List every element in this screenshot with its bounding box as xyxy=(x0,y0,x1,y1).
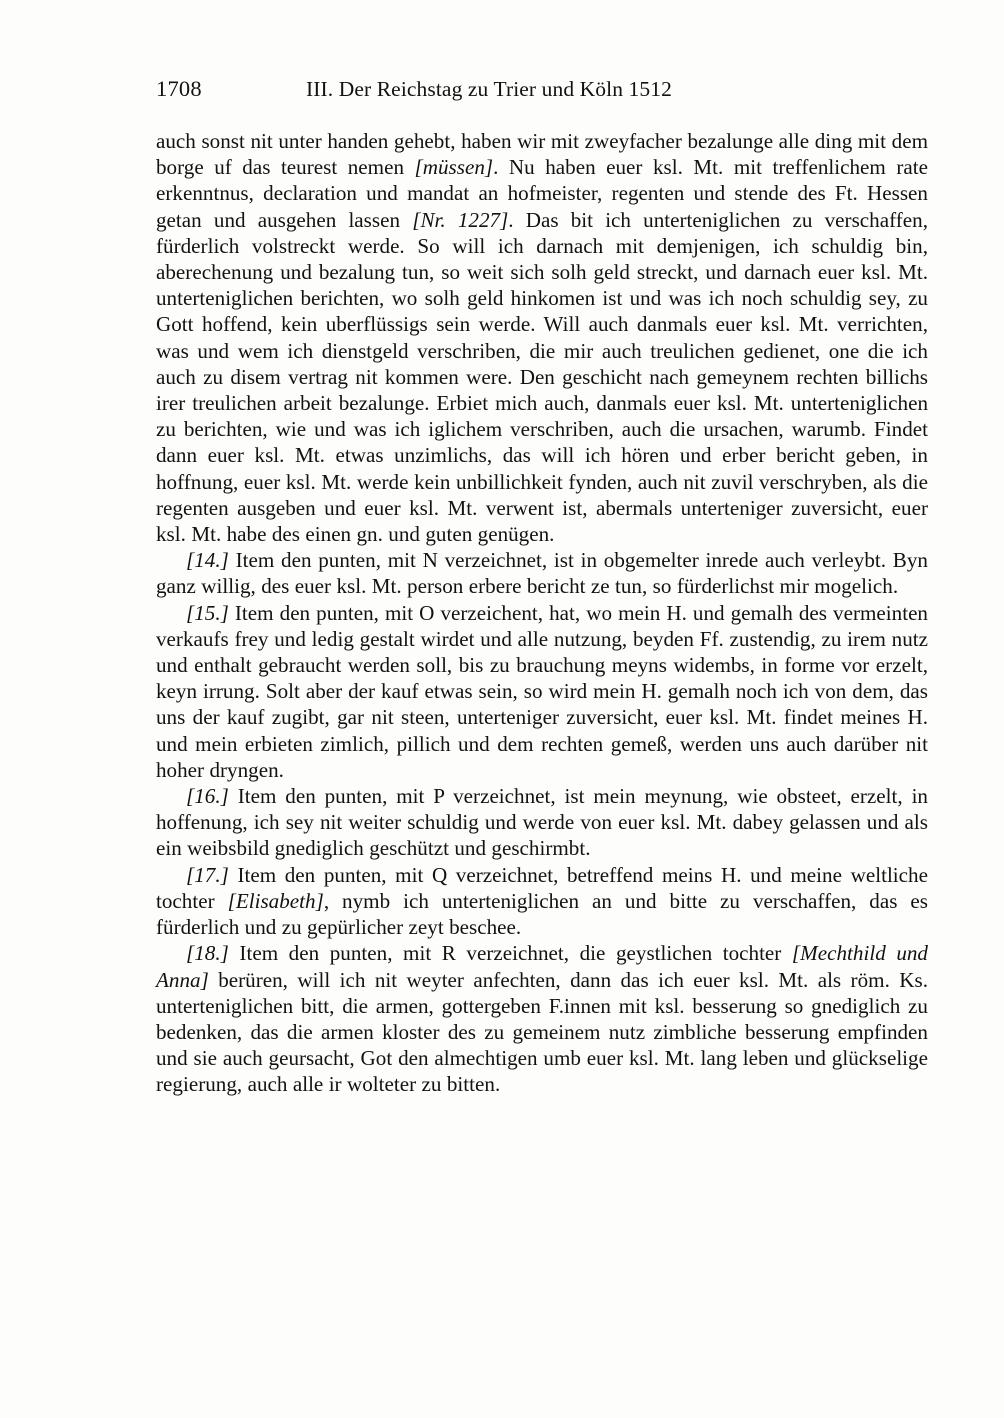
text-run: , nymb ich unterteniglichen an und bitte zu verschaffen, das es fürderlich und zu gepürlicher zeyt beschee. xyxy=(156,888,928,940)
text-run: Item den punten, mit O verzeichent, hat, wo mein H. und gemalh des vermeinten verkaufs frey und ledig gestalt wirdet und alle nutzung, beyden Ff. zustendig, zu irem nutz und enthalt gebraucht werden soll, bis zu brauchung meyns widembs, in forme vor erzelt, keyn irrung. Solt aber der kauf etwas sein, so wird mein H. gemalh noch ich von dem, das uns der kauf zugibt, gar nit steen, unterteniger zuversicht, euer ksl. Mt. findet meines H. und mein erbieten zimlich, pillich und dem rechten gemeß, werden uns auch darüber nit hoher dryngen. xyxy=(156,600,928,782)
text-run: . Nu haben euer ksl. Mt. mit treffenlichem rate erkenntnus, declaration und mandat an hofmeister, regenten und stende des Ft. Hessen getan und ausgehen lassen xyxy=(156,155,928,232)
italic-note: [müssen] xyxy=(414,155,494,180)
italic-note: [Nr. 1227] xyxy=(412,207,509,232)
italic-note: [14.] xyxy=(186,548,229,573)
italic-note: [16.] xyxy=(186,784,229,809)
text-run: berüren, will ich nit weyter anfechten, dann das ich euer ksl. Mt. als röm. Ks. unterteniglichen bitt, die armen, gottergeben F.innen mit ksl. besserung so gnediglich zu bedenken, das die armen kloster des zu gemeinem nutz zimbliche besserung empfinden und sie auch geursacht, Got den almechtigen umb euer ksl. Mt. lang leben und glückselige regierung, auch alle ir wolteter zu bitten. xyxy=(156,967,928,1097)
text-run: auch sonst nit unter handen gehebt, haben wir mit zweyfacher bezalunge alle ding mit dem borge uf das teurest nemen xyxy=(156,129,928,180)
text-run: . Das bit ich unterteniglichen zu verschaffen, fürderlich volstreckt werde. So will ich darnach mit demjenigen, ich schuldig bin, aberechenung und bezalung tun, so weit sich solh geld streckt, und darnach euer ksl. Mt. unterteniglichen berichten, wo solh geld hinkomen ist und was ich noch schuldig sey, zu Gott hoffend, kein uberflüssigs sein werde. Will auch danmals euer ksl. Mt. verrichten, was und wem ich dienstgeld verschriben, die mir auch treulichen gedienet, one die ich auch zu disem vertrag nit kommen were. Den geschicht nach gemeynem rechten billichs irer treulichen arbeit bezalunge. Erbiet mich auch, danmals euer ksl. Mt. unterteniglichen zu berichten, wie und was ich iglichem verschriben, auch die ursachen, warumb. Findet dann euer ksl. Mt. etwas unzimlichs, das will ich hören und erber bericht geben, in hoffnung, euer ksl. Mt. werde kein unbillichkeit fynden, auch nit zuvil verschryben, als die regenten ausgeben und euer ksl. Mt. verwent ist, abermals unterteniger zuversicht, euer ksl. Mt. habe des einen gn. und guten genügen. xyxy=(156,207,928,547)
text-run: Item den punten, mit P verzeichnet, ist mein meynung, wie obsteet, erzelt, in hoffenung, ich sey nit weiter schuldig und werde von euer ksl. Mt. dabey gelassen und als ein weibsbild gnediglich geschützt und geschirmbt. xyxy=(156,784,928,861)
text-run: Item den punten, mit R verzeichnet, die geystlichen tochter xyxy=(228,941,792,966)
italic-note: [15.] xyxy=(186,600,229,625)
italic-note: [Elisabeth] xyxy=(227,888,324,913)
paragraph-para-17 xyxy=(156,862,928,941)
italic-note: [17.] xyxy=(186,862,229,887)
paragraph-para-14 xyxy=(156,547,928,599)
italic-note: [Mechthild und Anna] xyxy=(156,941,928,992)
paragraph-para-18 xyxy=(156,940,928,1097)
body-text-block xyxy=(156,128,928,1098)
italic-note: [18.] xyxy=(186,941,229,966)
text-run: Item den punten, mit N verzeichnet, ist in obgemelter inrede auch verleybt. Byn ganz willig, des euer ksl. Mt. person erbere bericht ze tun, so fürderlichst mir mogelich. xyxy=(156,548,928,599)
page-number: 1708 xyxy=(156,76,202,101)
paragraph-para-continued xyxy=(156,128,928,547)
text-run: Item den punten, mit Q verzeichnet, betreffend meins H. und meine weltliche tochter xyxy=(156,862,928,913)
running-head-title: III. Der Reichstag zu Trier und Köln 1512 xyxy=(306,77,672,101)
paragraph-para-16 xyxy=(156,783,928,862)
paragraph-para-15 xyxy=(156,600,928,783)
running-head xyxy=(156,76,928,104)
